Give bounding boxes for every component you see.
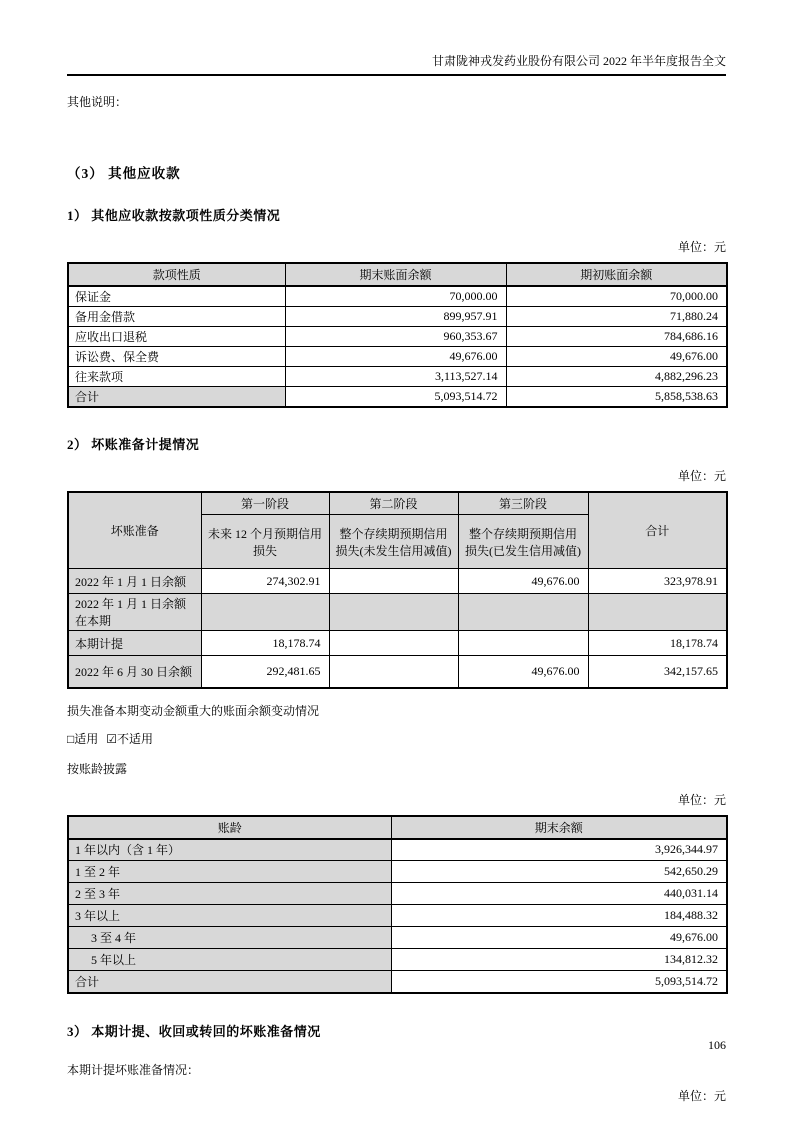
row-label: 2022 年 6 月 30 日余额 — [68, 656, 201, 688]
table-row — [68, 927, 727, 949]
stage-header: 第二阶段 — [329, 492, 458, 515]
not-applicable-checkbox-checked: ☑不适用 — [106, 731, 154, 746]
document-header — [67, 0, 726, 76]
aging-table — [67, 815, 728, 994]
cell-value — [329, 656, 458, 688]
row-label: 应收出口退税 — [68, 327, 285, 347]
cell-value: 274,302.91 — [201, 569, 329, 594]
table-row — [68, 327, 727, 347]
row-label: 本期计提 — [68, 631, 201, 656]
total-label: 合计 — [68, 971, 391, 993]
provision-note: 本期计提坏账准备情况： — [67, 1062, 200, 1077]
row-label: 往来款项 — [68, 367, 285, 387]
cell-value — [329, 631, 458, 656]
total-value: 5,093,514.72 — [391, 971, 727, 993]
row-label: 5 年以上 — [68, 949, 391, 971]
cell-value: 3,926,344.97 — [391, 839, 727, 861]
row-label: 诉讼费、保全费 — [68, 347, 285, 367]
unit-label-1: 单位：元 — [677, 240, 726, 254]
cell-value: 70,000.00 — [506, 286, 727, 307]
column-header: 期末账面余额 — [285, 263, 506, 286]
cell-value: 440,031.14 — [391, 883, 727, 905]
column-header: 款项性质 — [68, 263, 285, 286]
cell-value: 342,157.65 — [588, 656, 727, 688]
cell-value — [458, 631, 588, 656]
subsection-1-title: 1） 其他应收款按款项性质分类情况 — [67, 208, 281, 223]
total-value: 5,858,538.63 — [506, 387, 727, 408]
table-row — [68, 286, 727, 307]
applicable-checkbox-unchecked: □适用 — [67, 731, 99, 746]
row-label: 3 年以上 — [68, 905, 391, 927]
column-header: 期初账面余额 — [506, 263, 727, 286]
table-row — [68, 949, 727, 971]
cell-value: 4,882,296.23 — [506, 367, 727, 387]
cell-value: 323,978.91 — [588, 569, 727, 594]
table-row — [68, 861, 727, 883]
cell-value: 18,178.74 — [201, 631, 329, 656]
total-value: 5,093,514.72 — [285, 387, 506, 408]
document-header-title: 甘肃陇神戎发药业股份有限公司 2022 年半年度报告全文 — [431, 54, 726, 68]
other-note: 其他说明： — [67, 95, 128, 109]
aging-note: 按账龄披露 — [67, 761, 128, 776]
cell-value: 49,676.00 — [458, 656, 588, 688]
cell-value: 899,957.91 — [285, 307, 506, 327]
cell-value: 49,676.00 — [458, 569, 588, 594]
cell-value: 49,676.00 — [391, 927, 727, 949]
row-label: 保证金 — [68, 286, 285, 307]
cell-value: 134,812.32 — [391, 949, 727, 971]
stage-subheader: 整个存续期预期信用损失(已发生信用减值) — [458, 515, 588, 569]
unit-label-2: 单位：元 — [677, 469, 726, 483]
column-header: 期末余额 — [391, 816, 727, 839]
table-row — [68, 905, 727, 927]
row-label: 1 年以内（含 1 年） — [68, 839, 391, 861]
cell-value — [588, 594, 727, 631]
row-label: 2022 年 1 月 1 日余额 — [68, 569, 201, 594]
table-row — [68, 367, 727, 387]
cell-value: 18,178.74 — [588, 631, 727, 656]
stage-subheader: 整个存续期预期信用损失(未发生信用减值) — [329, 515, 458, 569]
row-label: 2022 年 1 月 1 日余额在本期 — [68, 594, 201, 631]
section-3-title: （3） 其他应收款 — [67, 166, 181, 181]
cell-value — [329, 569, 458, 594]
cell-value: 960,353.67 — [285, 327, 506, 347]
table-row — [68, 307, 727, 327]
table-header-row — [68, 492, 727, 515]
cell-value: 70,000.00 — [285, 286, 506, 307]
table-row — [68, 883, 727, 905]
total-label: 合计 — [68, 387, 285, 408]
table-header-row — [68, 263, 727, 286]
page-number: 106 — [708, 1038, 726, 1052]
stage-header: 第三阶段 — [458, 492, 588, 515]
table-total-row — [68, 387, 727, 408]
loss-change-note: 损失准备本期变动金额重大的账面余额变动情况 — [67, 703, 320, 718]
nature-classification-table — [67, 262, 728, 408]
cell-value — [329, 594, 458, 631]
cell-value: 184,488.32 — [391, 905, 727, 927]
row-label: 1 至 2 年 — [68, 861, 391, 883]
stage-header: 第一阶段 — [201, 492, 329, 515]
row-label: 3 至 4 年 — [68, 927, 391, 949]
unit-label-3: 单位：元 — [677, 792, 726, 807]
cell-value: 3,113,527.14 — [285, 367, 506, 387]
table-row — [68, 569, 727, 594]
table-row — [68, 347, 727, 367]
cell-value: 784,686.16 — [506, 327, 727, 347]
subsection-3-title: 3） 本期计提、收回或转回的坏账准备情况 — [67, 1023, 321, 1039]
table-row — [68, 839, 727, 861]
table-header-row — [68, 816, 727, 839]
table-row — [68, 594, 727, 631]
cell-value: 542,650.29 — [391, 861, 727, 883]
cell-value: 49,676.00 — [285, 347, 506, 367]
table-row — [68, 631, 727, 656]
bad-debt-provision-table — [67, 491, 728, 689]
table-total-row — [68, 971, 727, 993]
stage-subheader: 未来 12 个月预期信用损失 — [201, 515, 329, 569]
cell-value — [458, 594, 588, 631]
total-column-header: 合计 — [588, 492, 727, 569]
applicability-line — [67, 730, 726, 747]
cell-value: 292,481.65 — [201, 656, 329, 688]
cell-value: 71,880.24 — [506, 307, 727, 327]
subsection-2-title: 2） 坏账准备计提情况 — [67, 437, 200, 452]
row-label: 2 至 3 年 — [68, 883, 391, 905]
corner-header: 坏账准备 — [68, 492, 201, 569]
cell-value: 49,676.00 — [506, 347, 727, 367]
column-header: 账龄 — [68, 816, 391, 839]
cell-value — [201, 594, 329, 631]
row-label: 备用金借款 — [68, 307, 285, 327]
table-row — [68, 656, 727, 688]
unit-label-4: 单位：元 — [677, 1088, 726, 1103]
